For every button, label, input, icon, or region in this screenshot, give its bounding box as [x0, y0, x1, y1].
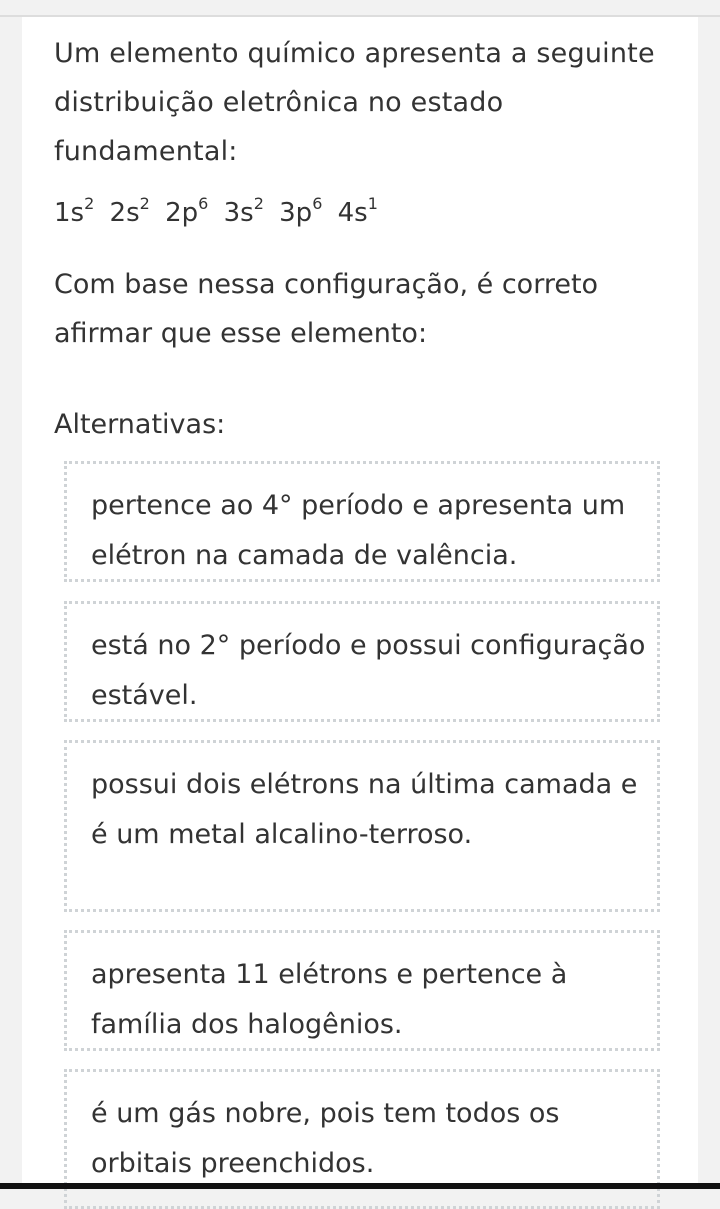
- alternative-text: está no 2° período e possui configuração estável.: [91, 630, 646, 711]
- electron-configuration: [54, 191, 385, 235]
- alternative-text: é um gás nobre, pois tem todos os orbitais preenchidos.: [91, 1098, 560, 1179]
- alternative-option[interactable]: [64, 930, 660, 1051]
- orbital-term: $3s^2$: [223, 194, 264, 228]
- orbital-term: $2p^6$: [165, 194, 209, 228]
- alternative-option[interactable]: [64, 601, 660, 722]
- question-prompt: Com base nessa configuração, é correto afirmar que esse elemento:: [54, 269, 599, 349]
- alternative-text: possui dois elétrons na última camada e é um metal alcalino-terroso.: [91, 769, 638, 850]
- question-text: Um elemento químico apresenta a seguinte distribuição eletrônica no estado fundamental:: [54, 38, 655, 167]
- orbital-term: $2s^2$: [109, 194, 150, 228]
- alternative-text: apresenta 11 elétrons e pertence à família dos halogênios.: [91, 959, 568, 1040]
- alternatives-title: Alternativas:: [54, 409, 226, 440]
- alternative-option[interactable]: [64, 461, 660, 582]
- orbital-term: $3p^6$: [279, 194, 323, 228]
- orbital-term: $4s^1$: [337, 194, 378, 228]
- bottom-bar: [0, 1183, 720, 1189]
- alternative-text: pertence ao 4° período e apresenta um elétron na camada de valência.: [91, 490, 626, 571]
- orbital-term: $1s^2$: [54, 194, 95, 228]
- alternative-option[interactable]: [64, 740, 660, 912]
- question-card: [22, 17, 698, 1189]
